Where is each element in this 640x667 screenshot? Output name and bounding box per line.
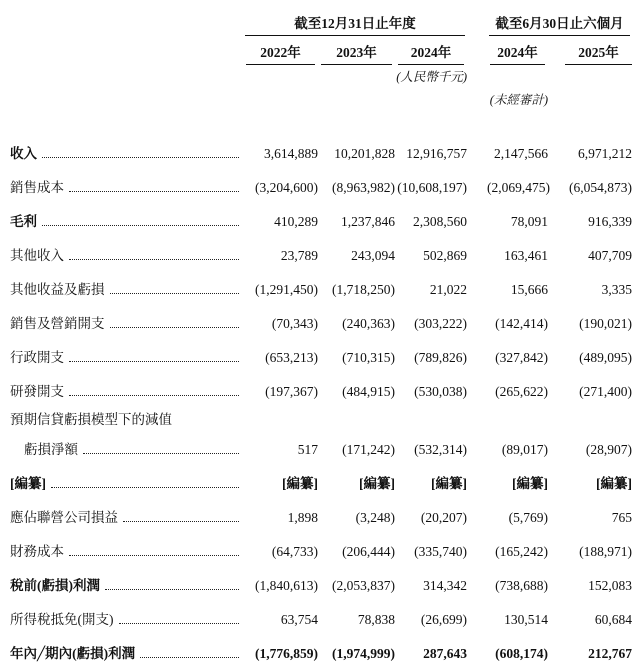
dot-leader bbox=[140, 657, 239, 658]
table-row-share-of-associates bbox=[10, 497, 632, 531]
dot-leader bbox=[69, 259, 239, 260]
cell-value: (1,776,859) bbox=[255, 646, 318, 661]
cell-value: (738,688) bbox=[495, 578, 549, 593]
cell-value: (20,207) bbox=[420, 510, 468, 525]
cell-value: 12,916,757 bbox=[406, 146, 468, 161]
unaudited-note-row bbox=[10, 86, 632, 109]
cell-value: 410,289 bbox=[274, 214, 318, 229]
cell-value: 243,094 bbox=[351, 248, 395, 263]
table-row-profit-for-period bbox=[10, 633, 632, 667]
cell-value: 78,838 bbox=[357, 612, 395, 627]
unaudited-note: (未經審計) bbox=[489, 93, 549, 107]
column-group-interim: 截至6月30日止六個月 bbox=[489, 15, 630, 36]
cell-value: 517 bbox=[297, 442, 318, 457]
cell-value: 1,237,846 bbox=[341, 214, 395, 229]
cell-value: 212,767 bbox=[588, 646, 633, 661]
column-gap bbox=[467, 6, 487, 36]
dot-leader bbox=[69, 555, 239, 556]
currency-note-row bbox=[10, 65, 632, 86]
cell-value: (70,343) bbox=[271, 316, 318, 331]
table-row-other-gains-losses bbox=[10, 269, 632, 303]
table-row-ecl-impairment-line2 bbox=[10, 429, 632, 463]
cell-value: (608,174) bbox=[495, 646, 549, 661]
cell-value: [編纂] bbox=[282, 476, 318, 491]
dot-leader bbox=[110, 327, 240, 328]
dot-leader bbox=[123, 521, 239, 522]
row-label: 收入 bbox=[10, 146, 37, 161]
table-row-profit-before-tax bbox=[10, 565, 632, 599]
cell-value: 314,342 bbox=[423, 578, 468, 593]
table-row-revenue bbox=[10, 133, 632, 167]
dot-leader bbox=[42, 225, 239, 226]
year-header-2023: 2023年 bbox=[321, 39, 392, 65]
row-label: 年內╱期內(虧損)利潤 bbox=[10, 646, 136, 661]
cell-value: 502,869 bbox=[423, 248, 468, 263]
cell-value: (271,400) bbox=[579, 384, 633, 399]
cell-value: (64,733) bbox=[271, 544, 318, 559]
cell-value: (653,213) bbox=[265, 350, 318, 365]
year-header-2024-interim: 2024年 bbox=[490, 39, 545, 65]
cell-value: 163,461 bbox=[504, 248, 549, 263]
cell-value: (710,315) bbox=[342, 350, 395, 365]
cell-value: (327,842) bbox=[495, 350, 549, 365]
dot-leader bbox=[51, 487, 239, 488]
row-label: 稅前(虧損)利潤 bbox=[10, 578, 100, 593]
dot-leader bbox=[69, 191, 239, 192]
cell-value: 765 bbox=[611, 510, 633, 525]
cell-value: 2,147,566 bbox=[494, 146, 549, 161]
cell-value: (5,769) bbox=[508, 510, 549, 525]
cell-value: 21,022 bbox=[429, 282, 468, 297]
cell-value: 6,971,212 bbox=[578, 146, 633, 161]
year-header-2025-interim: 2025年 bbox=[565, 39, 632, 65]
cell-value: [編纂] bbox=[359, 476, 395, 491]
cell-value: (2,069,475) bbox=[487, 180, 551, 195]
table-row-selling-marketing-expenses bbox=[10, 303, 632, 337]
cell-empty bbox=[243, 405, 318, 429]
currency-note: (人民幣千元) bbox=[396, 70, 468, 84]
cell-empty bbox=[318, 405, 395, 429]
cell-value: (240,363) bbox=[342, 316, 395, 331]
cell-value: 3,335 bbox=[601, 282, 633, 297]
cell-value: (197,367) bbox=[265, 384, 318, 399]
row-label: 行政開支 bbox=[10, 350, 64, 365]
cell-value: 407,709 bbox=[588, 248, 633, 263]
table-row-other-income bbox=[10, 235, 632, 269]
cell-value: (3,248) bbox=[355, 510, 395, 525]
row-label: 銷售成本 bbox=[10, 180, 64, 195]
cell-value: (789,826) bbox=[414, 350, 468, 365]
cell-value: (190,021) bbox=[579, 316, 633, 331]
cell-value: 152,083 bbox=[588, 578, 633, 593]
cell-value: (335,740) bbox=[414, 544, 468, 559]
cell-value: 60,684 bbox=[594, 612, 633, 627]
cell-value: 63,754 bbox=[280, 612, 318, 627]
row-label: 虧損淨額 bbox=[24, 442, 78, 457]
row-label: 研發開支 bbox=[10, 384, 64, 399]
cell-value: 287,643 bbox=[423, 646, 468, 661]
dot-leader bbox=[69, 361, 239, 362]
cell-value: (10,608,197) bbox=[397, 180, 468, 195]
dot-leader bbox=[119, 623, 240, 624]
cell-value: (206,444) bbox=[342, 544, 395, 559]
cell-empty bbox=[548, 405, 632, 429]
cell-value: (26,699) bbox=[420, 612, 468, 627]
cell-value: (1,974,999) bbox=[332, 646, 395, 661]
cell-value: (171,242) bbox=[342, 442, 395, 457]
cell-value: (489,095) bbox=[579, 350, 633, 365]
table-row-cost-of-sales bbox=[10, 167, 632, 201]
row-label: 其他收入 bbox=[10, 248, 64, 263]
cell-value: (303,222) bbox=[414, 316, 468, 331]
financial-table bbox=[10, 6, 632, 667]
cell-value: 3,614,889 bbox=[264, 146, 318, 161]
cell-value: (28,907) bbox=[585, 442, 633, 457]
cell-value: (530,038) bbox=[414, 384, 468, 399]
row-label: 應佔聯營公司損益 bbox=[10, 510, 118, 525]
row-label: 其他收益及虧損 bbox=[10, 282, 105, 297]
cell-value: [編纂] bbox=[512, 476, 549, 491]
row-label: [編纂] bbox=[10, 476, 46, 491]
cell-value: [編纂] bbox=[596, 476, 633, 491]
cell-value: (165,242) bbox=[495, 544, 549, 559]
year-header-2022: 2022年 bbox=[246, 39, 315, 65]
dot-leader bbox=[42, 157, 239, 158]
row-label: 預期信貸虧損模型下的減值 bbox=[10, 412, 172, 427]
cell-value: 2,308,560 bbox=[413, 214, 468, 229]
cell-value: (3,204,600) bbox=[255, 180, 318, 195]
cell-value: (142,414) bbox=[495, 316, 549, 331]
table-row-finance-costs bbox=[10, 531, 632, 565]
column-group-row bbox=[10, 6, 632, 36]
table-row-gross-profit bbox=[10, 201, 632, 235]
dot-leader bbox=[110, 293, 240, 294]
cell-value: (188,971) bbox=[579, 544, 633, 559]
cell-value: (1,718,250) bbox=[332, 282, 395, 297]
cell-value: (2,053,837) bbox=[332, 578, 395, 593]
cell-empty bbox=[395, 405, 467, 429]
table-row-income-tax bbox=[10, 599, 632, 633]
cell-value: 916,339 bbox=[588, 214, 633, 229]
cell-value: (532,314) bbox=[414, 442, 468, 457]
cell-value: 1,898 bbox=[287, 510, 318, 525]
cell-value: (484,915) bbox=[342, 384, 395, 399]
cell-value: (89,017) bbox=[501, 442, 549, 457]
cell-value: (265,622) bbox=[495, 384, 549, 399]
column-gap bbox=[467, 36, 487, 65]
year-header-row bbox=[10, 36, 632, 65]
dot-leader bbox=[83, 453, 239, 454]
row-label: 銷售及營銷開支 bbox=[10, 316, 105, 331]
cell-value: (6,054,873) bbox=[569, 180, 633, 195]
cell-value: [編纂] bbox=[431, 476, 468, 491]
table-row-administrative-expenses bbox=[10, 337, 632, 371]
row-label: 所得稅抵免(開支) bbox=[10, 612, 114, 627]
cell-value: 23,789 bbox=[280, 248, 318, 263]
corner-cell bbox=[10, 6, 243, 36]
cell-value: 10,201,828 bbox=[334, 146, 395, 161]
row-label: 財務成本 bbox=[10, 544, 64, 559]
cell-value: (1,840,613) bbox=[255, 578, 318, 593]
cell-value: (1,291,450) bbox=[255, 282, 318, 297]
year-header-2024: 2024年 bbox=[398, 39, 464, 65]
cell-empty bbox=[487, 405, 548, 429]
cell-value: 15,666 bbox=[510, 282, 549, 297]
dot-leader bbox=[105, 589, 239, 590]
cell-value: 130,514 bbox=[504, 612, 549, 627]
dot-leader bbox=[69, 395, 239, 396]
table-row-ecl-impairment-line1 bbox=[10, 405, 632, 429]
spacer-row bbox=[10, 109, 632, 133]
row-label: 毛利 bbox=[10, 214, 37, 229]
column-group-annual: 截至12月31日止年度 bbox=[245, 15, 465, 36]
cell-value: (8,963,982) bbox=[332, 180, 395, 195]
table-row-rd-expenses bbox=[10, 371, 632, 405]
cell-value: 78,091 bbox=[510, 214, 549, 229]
table-row-redacted bbox=[10, 463, 632, 497]
